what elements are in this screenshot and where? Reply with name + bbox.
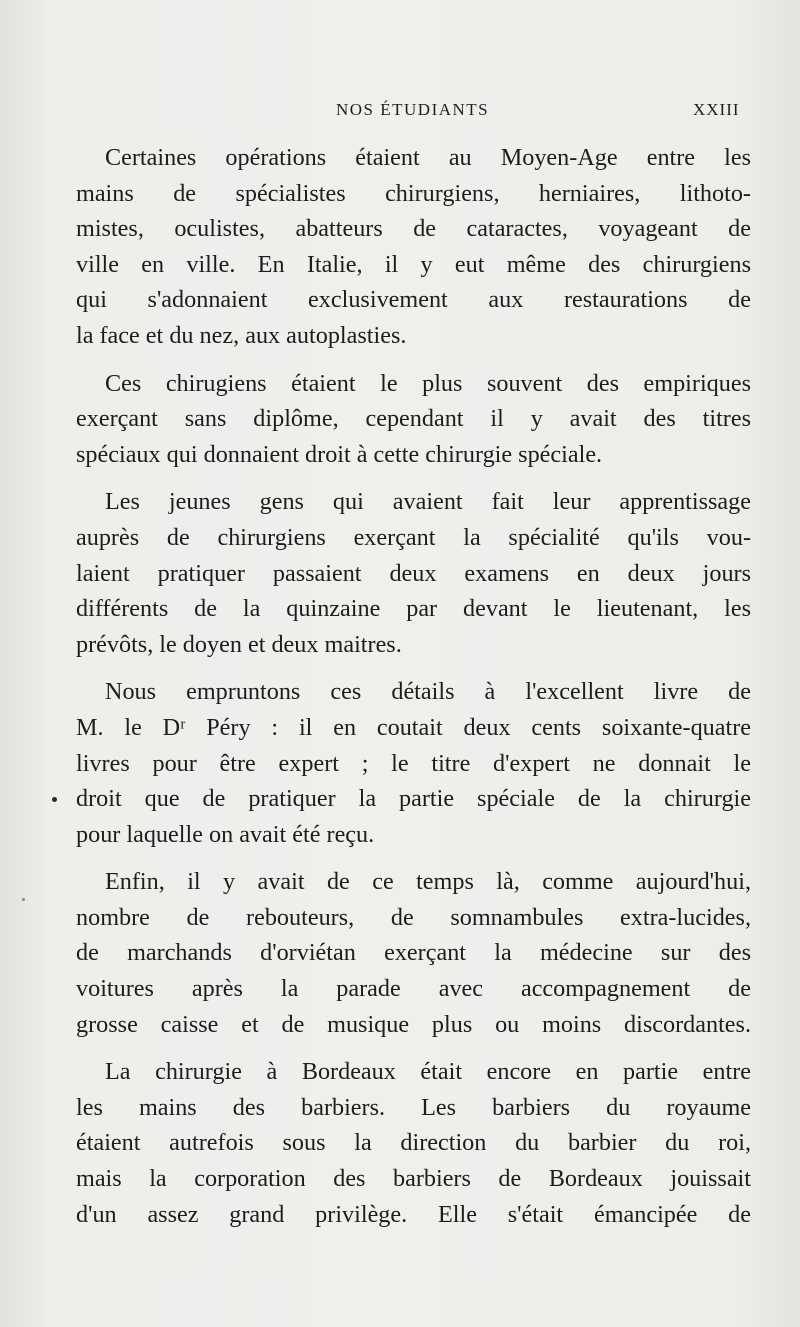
paragraph-6 <box>76 1054 751 1232</box>
text-line: M. le Dʳ Péry : il en coutait deux cents soixante-quatre <box>76 713 751 741</box>
page-number: XXIII <box>693 100 740 119</box>
text-line: droit que de pratiquer la partie spéciale de la chirurgie <box>76 785 751 813</box>
text-line: les mains des barbiers. Les barbiers du royaume <box>76 1093 751 1121</box>
paragraph-1 <box>76 140 751 354</box>
text-line: grosse caisse et de musique plus ou moins discordantes. <box>76 1010 751 1038</box>
text-line: voitures après la parade avec accompagnement de <box>76 975 751 1003</box>
text-line: exerçant sans diplôme, cependant il y avait des titres <box>76 405 751 433</box>
running-head <box>0 100 800 126</box>
text-line: auprès de chirurgiens exerçant la spécialité qu'ils vou- <box>76 523 751 551</box>
text-line: d'un assez grand privilège. Elle s'était émancipée de <box>76 1200 751 1228</box>
paragraph-2 <box>76 366 751 473</box>
text-line: qui s'adonnaient exclusivement aux restaurations de <box>76 286 751 314</box>
text-line: nombre de rebouteurs, de somnambules extra-lucides, <box>76 903 751 931</box>
ink-speck <box>22 898 25 901</box>
text-line: étaient autrefois sous la direction du barbier du roi, <box>76 1129 751 1157</box>
text-line: de marchands d'orviétan exerçant la médecine sur des <box>76 939 751 967</box>
paragraph-5 <box>76 864 751 1042</box>
text-line: laient pratiquer passaient deux examens en deux jours <box>76 559 751 587</box>
text-line: livres pour être expert ; le titre d'expert ne donnait le <box>76 749 751 777</box>
text-line: ville en ville. En Italie, il y eut même des chirurgiens <box>76 250 751 278</box>
text-line: Enfin, il y avait de ce temps là, comme aujourd'hui, <box>105 868 751 896</box>
text-line: pour laquelle on avait été reçu. <box>76 820 375 848</box>
body-text <box>76 140 751 1244</box>
text-line: La chirurgie à Bordeaux était encore en partie entre <box>105 1058 751 1086</box>
running-title: NOS ÉTUDIANTS <box>336 100 490 119</box>
text-line: Nous empruntons ces détails à l'excellent livre de <box>105 678 751 706</box>
text-line: mistes, oculistes, abatteurs de cataractes, voyageant de <box>76 215 751 243</box>
text-line: mais la corporation des barbiers de Bordeaux jouissait <box>76 1165 751 1193</box>
text-line: spéciaux qui donnaient droit à cette chirurgie spéciale. <box>76 440 603 468</box>
text-line: la face et du nez, aux autoplasties. <box>76 321 407 349</box>
text-line: différents de la quinzaine par devant le lieutenant, les <box>76 595 751 623</box>
text-line: Certaines opérations étaient au Moyen-Age entre les <box>105 144 751 171</box>
ink-speck <box>52 797 57 802</box>
text-line: mains de spécialistes chirurgiens, herniaires, lithoto- <box>76 179 751 207</box>
text-line: prévôts, le doyen et deux maitres. <box>76 630 402 658</box>
text-line: Les jeunes gens qui avaient fait leur apprentissage <box>105 488 751 516</box>
paragraph-3 <box>76 484 751 662</box>
paragraph-4 <box>76 674 751 852</box>
text-line: Ces chirugiens étaient le plus souvent des empiriques <box>105 369 751 397</box>
